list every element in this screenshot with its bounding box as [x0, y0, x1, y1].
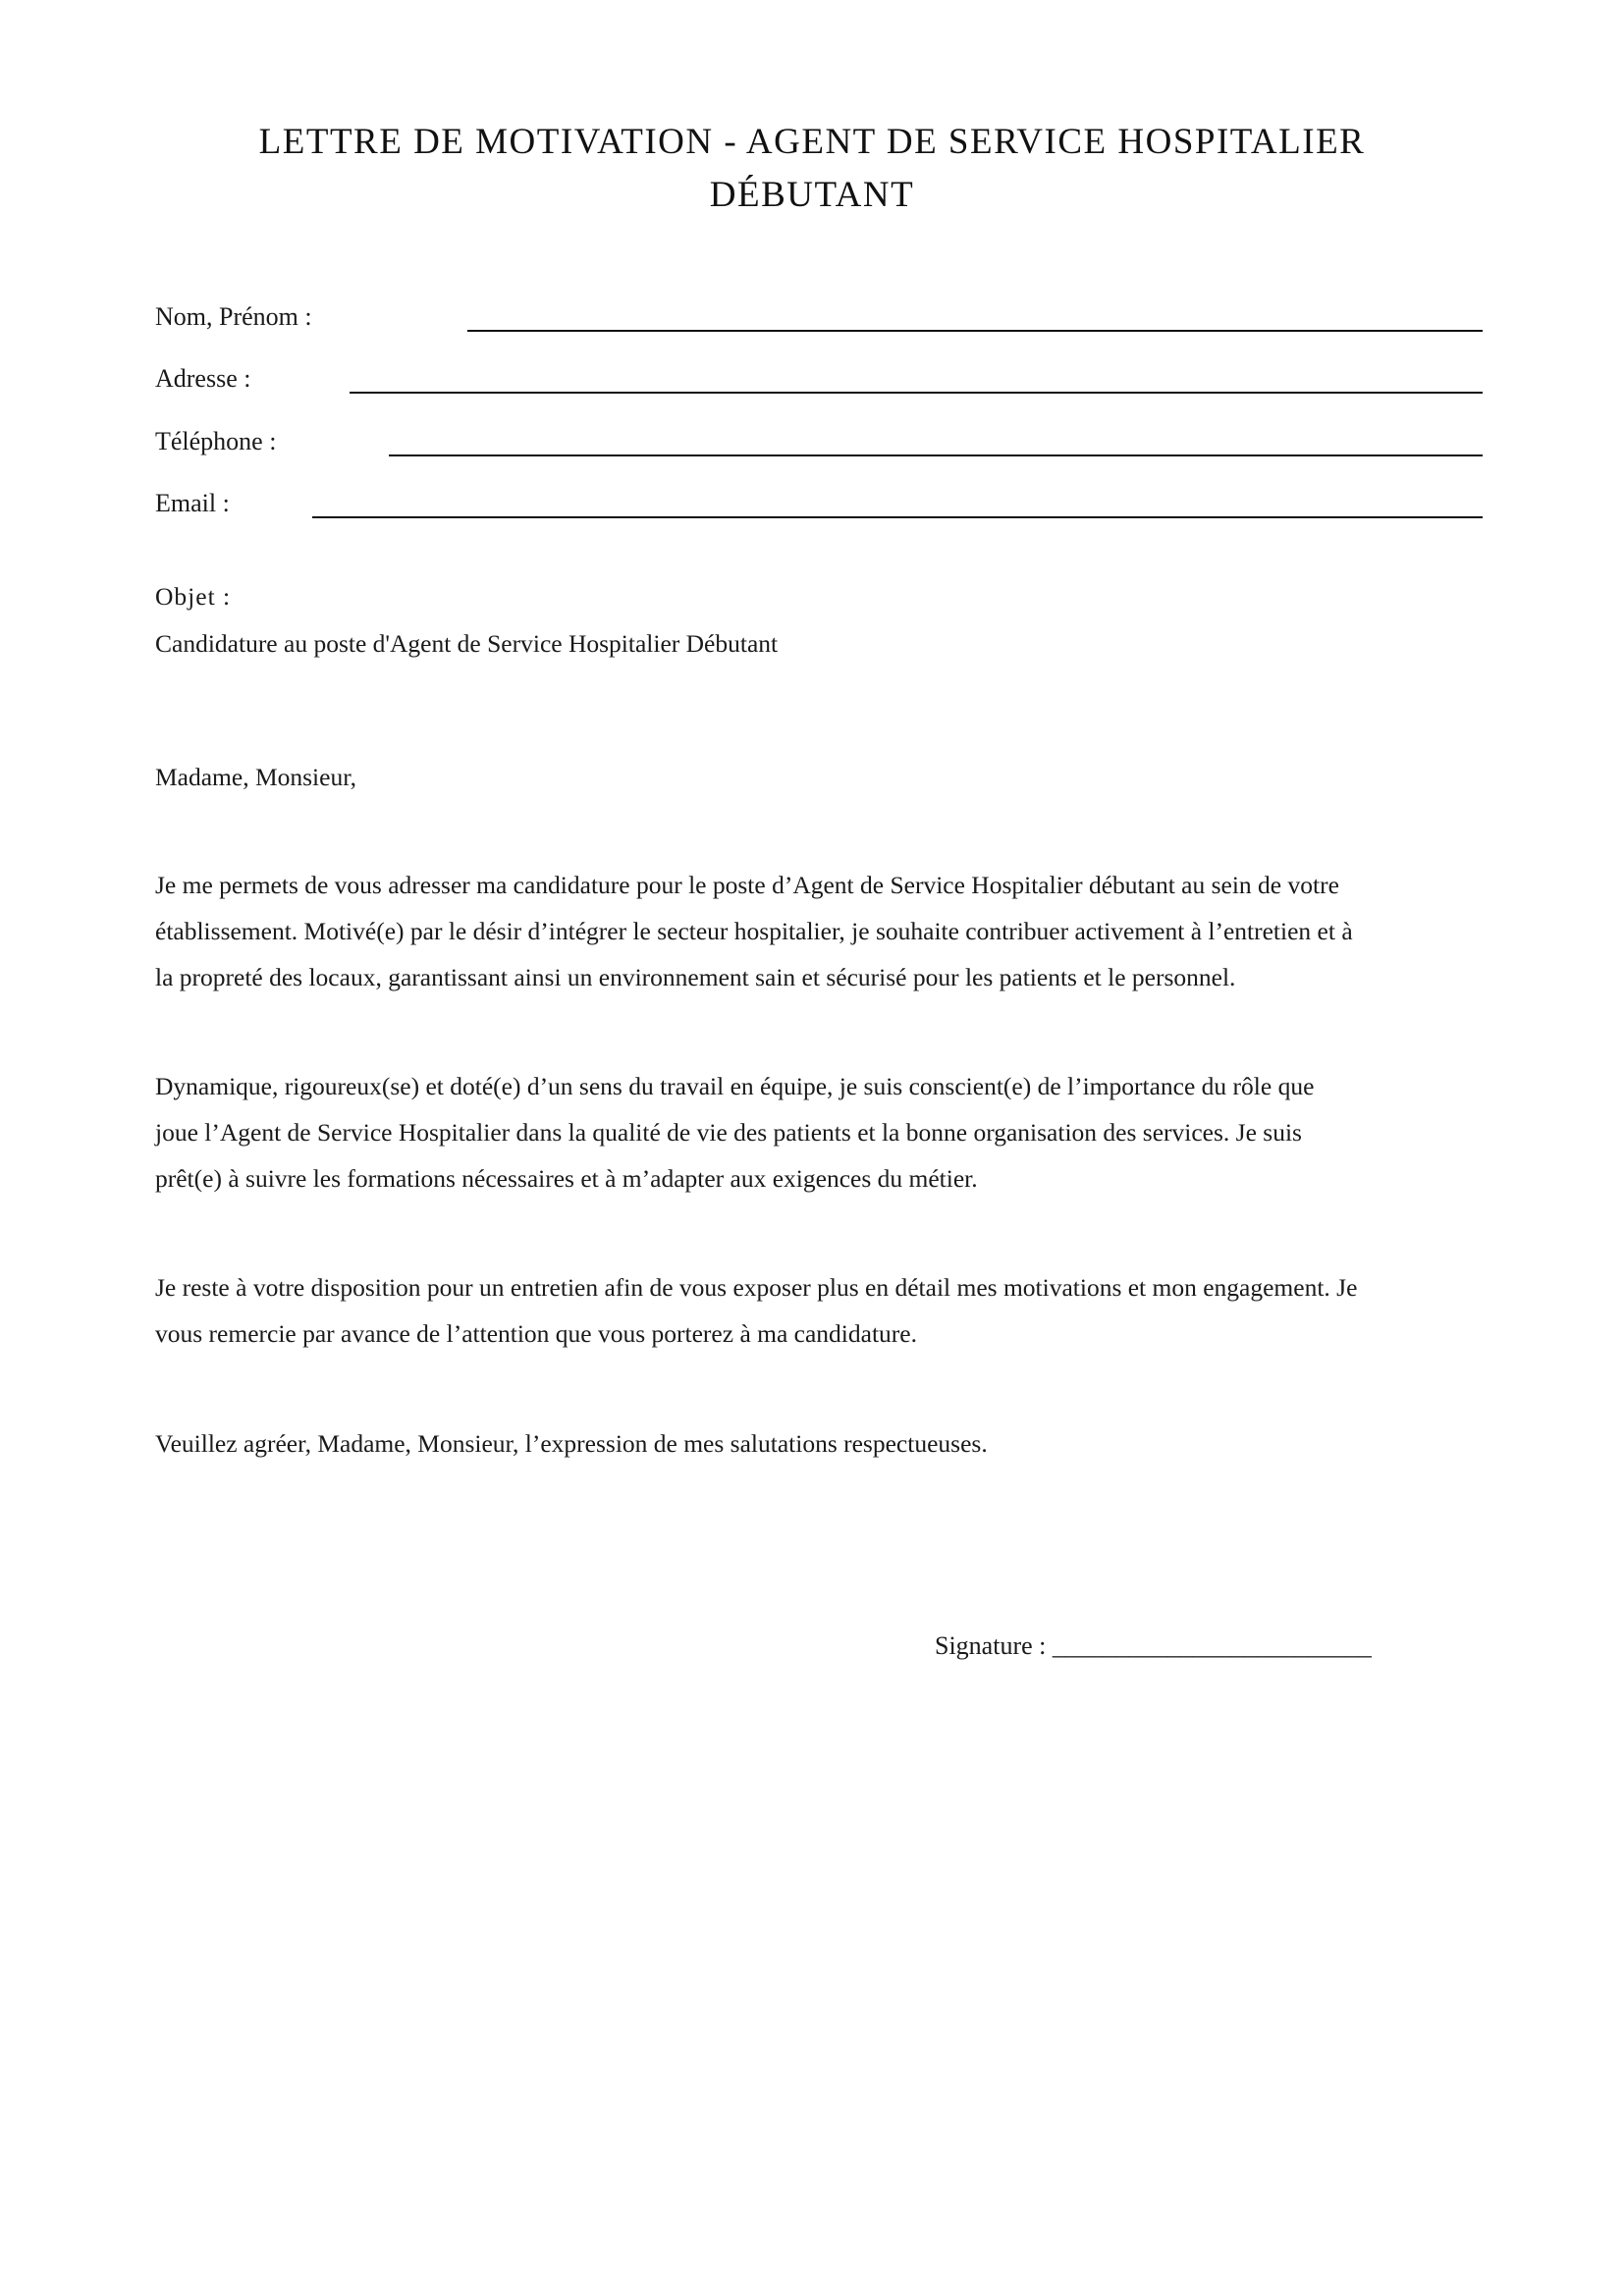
objet-label: Objet :: [155, 582, 232, 611]
paragraph-2: [155, 1063, 1481, 1201]
paragraph-1: [155, 862, 1481, 1000]
paragraph-line: Je reste à votre disposition pour un entretien afin de vous exposer plus en détail mes motivations et mon engagement. Je: [155, 1273, 1358, 1302]
phone-field-line[interactable]: [389, 454, 1483, 456]
paragraph-line: la propreté des locaux, garantissant ainsi un environnement sain et sécurisé pour les patients et le personnel.: [155, 963, 1236, 991]
paragraph-line: vous remercie par avance de l’attention que vous porterez à ma candidature.: [155, 1319, 917, 1348]
paragraph-line: Dynamique, rigoureux(se) et doté(e) d’un sens du travail en équipe, je suis conscient(e) de l’importance du rôle que: [155, 1072, 1315, 1100]
email-field-line[interactable]: [312, 516, 1483, 518]
title-line-2: DÉBUTANT: [709, 175, 915, 215]
phone-field-label: Téléphone :: [155, 427, 277, 455]
page-title: [157, 116, 1467, 222]
paragraph-line: établissement. Motivé(e) par le désir d’intégrer le secteur hospitalier, je souhaite contribuer activement à l’entretien et à: [155, 917, 1353, 945]
name-field-label: Nom, Prénom :: [155, 302, 312, 331]
title-line-1: LETTRE DE MOTIVATION - AGENT DE SERVICE HOSPITALIER: [258, 122, 1366, 162]
paragraph-3: [155, 1264, 1481, 1357]
paragraph-line: Je me permets de vous adresser ma candidature pour le poste d’Agent de Service Hospitalier débutant au sein de votre: [155, 871, 1339, 899]
signature-field[interactable]: Signature : _________________________: [935, 1631, 1372, 1660]
objet-value: Candidature au poste d'Agent de Service Hospitalier Débutant: [155, 629, 779, 658]
address-field: [155, 362, 1483, 401]
salutation: Madame, Monsieur,: [155, 763, 357, 791]
paragraph-line: joue l’Agent de Service Hospitalier dans la qualité de vie des patients et la bonne organisation des services. Je suis: [155, 1118, 1302, 1147]
address-field-line[interactable]: [350, 392, 1483, 394]
email-field-label: Email :: [155, 489, 230, 517]
name-field-line[interactable]: [467, 330, 1483, 332]
name-field: [155, 300, 1483, 340]
email-field: [155, 487, 1483, 526]
phone-field: [155, 425, 1483, 464]
address-field-label: Adresse :: [155, 364, 251, 393]
paragraph-line: prêt(e) à suivre les formations nécessaires et à m’adapter aux exigences du métier.: [155, 1164, 978, 1193]
closing-formula: Veuillez agréer, Madame, Monsieur, l’expression de mes salutations respectueuses.: [155, 1429, 988, 1458]
